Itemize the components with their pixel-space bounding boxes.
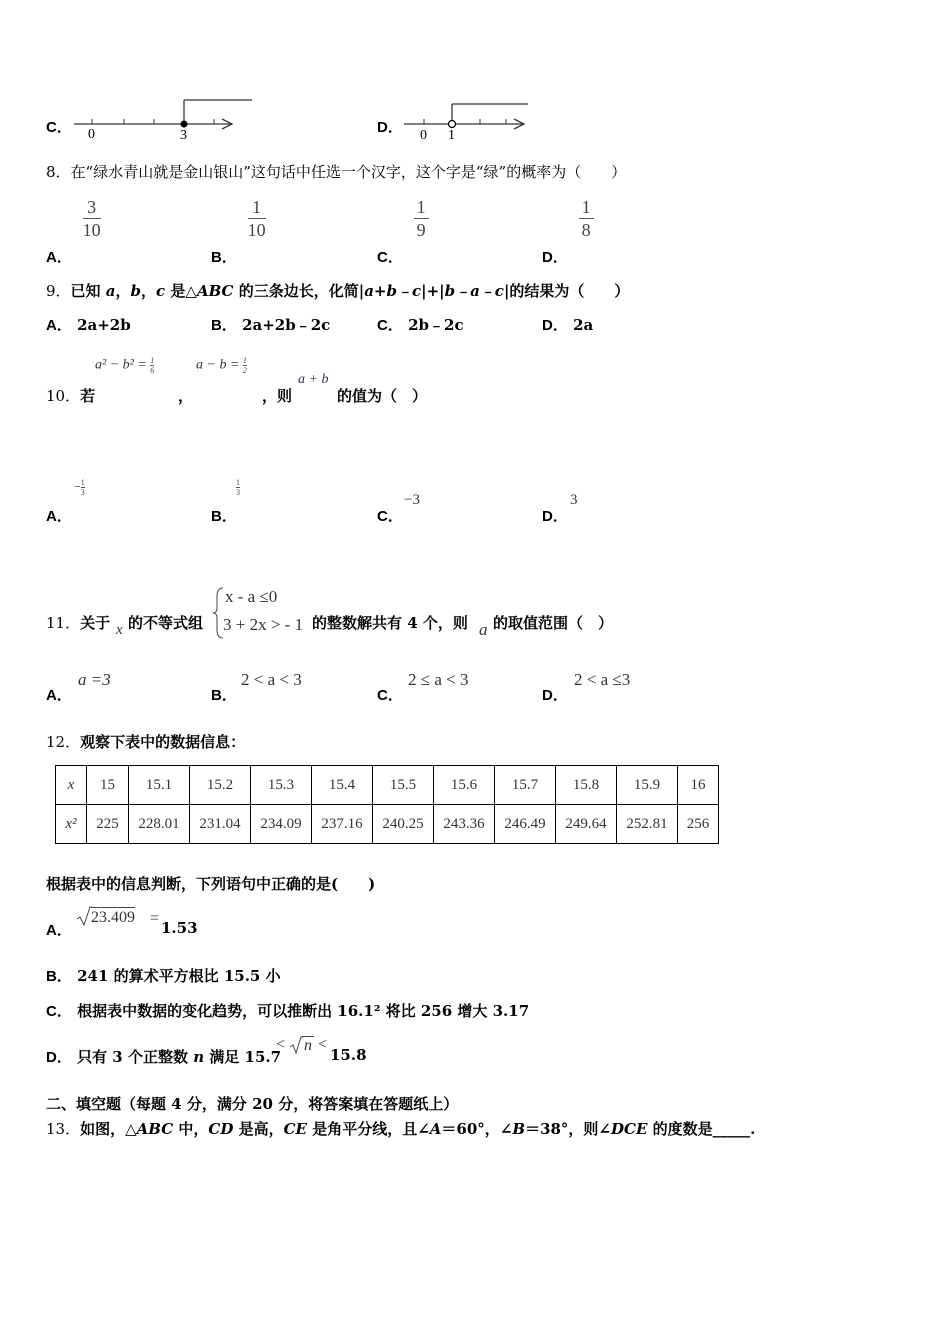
table-cell: 16 xyxy=(678,766,719,805)
q8-option-d-label: D． xyxy=(542,249,568,266)
q11-option-b[interactable]: B． xyxy=(211,687,237,704)
q8-option-a[interactable] xyxy=(46,196,101,266)
q11-option-c[interactable]: C． xyxy=(377,687,403,704)
q7-c-tick-3: 3 xyxy=(180,128,187,143)
q12-option-a-value: 1.53 xyxy=(161,919,198,937)
q13-question: 13．如图，△ABC 中，CD 是高，CE 是角平分线，且∠A＝60°，∠B＝38°，则∠DCE 的度数是_____. xyxy=(46,1120,756,1138)
q9-option-c[interactable]: C． 2b﹣2c xyxy=(377,316,464,334)
q8-option-c-fraction: $\frac{1}{9}$ xyxy=(414,196,429,241)
q12-option-d-lt-2: < xyxy=(318,1036,328,1053)
q8-option-b[interactable] xyxy=(211,196,266,266)
q10-option-c[interactable]: C． xyxy=(377,508,403,525)
table-cell: 15.8 xyxy=(556,766,617,805)
q12-option-a-radicand: 23.409 xyxy=(91,909,135,926)
q9-option-d[interactable]: D． 2a xyxy=(542,316,594,334)
q11-var-x: x xyxy=(116,622,123,638)
table-row-x xyxy=(56,766,719,805)
q10-then: ，则 xyxy=(262,387,293,405)
table-row-x2 xyxy=(56,805,719,844)
q10-option-b[interactable]: B． xyxy=(211,508,237,525)
table-cell: 249.64 xyxy=(556,805,617,844)
table-cell: 15.4 xyxy=(312,766,373,805)
table-header-x: x xyxy=(56,766,87,805)
q8-option-d-fraction: $\frac{1}{8}$ xyxy=(579,196,594,241)
q8-option-a-label: A． xyxy=(46,249,72,266)
table-cell: 15.9 xyxy=(617,766,678,805)
q10-equation-1: a² − b² = $\frac{1}{6}$ xyxy=(95,356,155,375)
q9-question: 9．已知 a，b，c 是△ABC 的三条边长，化简|a+b﹣c|+|b﹣a﹣c|的结果为（ ） xyxy=(46,282,630,300)
table-cell: 228.01 xyxy=(129,805,190,844)
table-cell: 243.36 xyxy=(434,805,495,844)
q12-option-d-lt-1: < xyxy=(276,1036,286,1053)
table-cell: 15.6 xyxy=(434,766,495,805)
q7-option-c-number-line xyxy=(72,96,262,142)
table-header-x2: x² xyxy=(56,805,87,844)
q9-option-a[interactable]: A． 2a+2b xyxy=(46,316,131,334)
table-cell: 15.2 xyxy=(190,766,251,805)
q11-option-c-value: 2 ≤ a < 3 xyxy=(408,670,469,689)
table-cell: 246.49 xyxy=(495,805,556,844)
q12-option-b[interactable]: B． 241 的算术平方根比 15.5 小 xyxy=(46,967,281,985)
q11-option-d-value: 2 < a ≤3 xyxy=(574,670,631,689)
sqrt-icon xyxy=(289,1035,303,1055)
q11-var-a: a xyxy=(479,620,488,639)
q10-equation-2: a − b = $\frac{1}{2}$ xyxy=(196,356,247,375)
q7-option-c-label: C． xyxy=(46,119,72,136)
answer-blank[interactable]: _____ xyxy=(712,1120,751,1138)
q10-option-a-value: − $\frac{1}{3}$ xyxy=(74,478,85,497)
q9-option-b[interactable]: B． 2a+2b﹣2c xyxy=(211,316,331,334)
table-cell: 15 xyxy=(87,766,129,805)
q11-option-d[interactable]: D． xyxy=(542,687,568,704)
q11-option-b-value: 2 < a < 3 xyxy=(241,670,302,689)
q8-option-b-fraction: $\frac{1}{10}$ xyxy=(247,197,266,240)
table-cell: 15.1 xyxy=(129,766,190,805)
q8-option-c[interactable] xyxy=(377,196,429,266)
q11-inequality-1: x - a ≤0 xyxy=(225,587,278,606)
q12-option-a[interactable]: A． xyxy=(46,922,72,939)
table-cell: 252.81 xyxy=(617,805,678,844)
q12-intro: 12．观察下表中的数据信息： xyxy=(46,733,246,751)
q10-tail: 的值为（ ） xyxy=(337,387,428,405)
q8-option-c-label: C． xyxy=(377,249,403,266)
q10-target-expr: a + b xyxy=(298,372,329,387)
q12-question: 根据表中的信息判断，下列语句中正确的是( ) xyxy=(46,875,376,893)
q12-data-table xyxy=(55,765,719,844)
q10-option-a[interactable]: A． xyxy=(46,508,72,525)
q8-option-a-fraction: $\frac{3}{10}$ xyxy=(82,197,101,240)
q10-option-b-value: $\frac{1}{3}$ xyxy=(236,478,240,497)
q10-option-d-value: 3 xyxy=(570,492,578,508)
q11-option-a-value: a =3 xyxy=(78,670,111,689)
q11-question-start: 11．关于 xyxy=(46,614,111,632)
q7-option-d-number-line xyxy=(402,100,542,144)
q8-option-b-label: B． xyxy=(211,249,237,266)
section-heading: 二、填空题（每题 4 分，满分 20 分，将答案填在答题纸上） xyxy=(46,1095,459,1113)
table-cell: 225 xyxy=(87,805,129,844)
table-cell: 240.25 xyxy=(373,805,434,844)
q12-option-d-upper: 15.8 xyxy=(330,1046,367,1064)
q10-question: 10．若 xyxy=(46,387,96,405)
table-cell: 256 xyxy=(678,805,719,844)
q7-d-tick-1: 1 xyxy=(448,128,455,143)
q11-text-b: 的不等式组 xyxy=(128,614,204,632)
q10-comma: ， xyxy=(178,387,194,405)
q11-text-c: 的整数解共有 4 个，则 xyxy=(312,614,468,632)
q7-d-tick-0: 0 xyxy=(420,128,427,143)
q8-option-d[interactable] xyxy=(542,196,594,266)
q7-option-d-label: D． xyxy=(377,119,403,136)
q11-option-a[interactable]: A． xyxy=(46,687,72,704)
q11-text-d: 的取值范围（ ） xyxy=(493,614,614,632)
q12-option-d-radicand: n xyxy=(304,1037,312,1054)
q10-option-c-value: −3 xyxy=(404,492,420,508)
q12-option-c[interactable]: C． 根据表中数据的变化趋势，可以推断出 16.1² 将比 256 增大 3.17 xyxy=(46,1002,530,1020)
q11-inequality-2: 3 + 2x > - 1 xyxy=(223,615,304,634)
q7-c-tick-0: 0 xyxy=(88,127,95,142)
table-cell: 234.09 xyxy=(251,805,312,844)
table-cell: 15.5 xyxy=(373,766,434,805)
q12-option-a-equals: = xyxy=(150,910,160,927)
q8-question: 8．在“绿水青山就是金山银山”这句话中任选一个汉字，这个字是“绿”的概率为（ ） xyxy=(46,163,627,181)
table-cell: 231.04 xyxy=(190,805,251,844)
table-cell: 15.3 xyxy=(251,766,312,805)
table-cell: 237.16 xyxy=(312,805,373,844)
q10-option-d[interactable]: D． xyxy=(542,508,568,525)
q12-option-d[interactable]: D． 只有 3 个正整数 n 满足 15.7 xyxy=(46,1048,282,1066)
table-cell: 15.7 xyxy=(495,766,556,805)
sqrt-icon xyxy=(76,905,92,927)
